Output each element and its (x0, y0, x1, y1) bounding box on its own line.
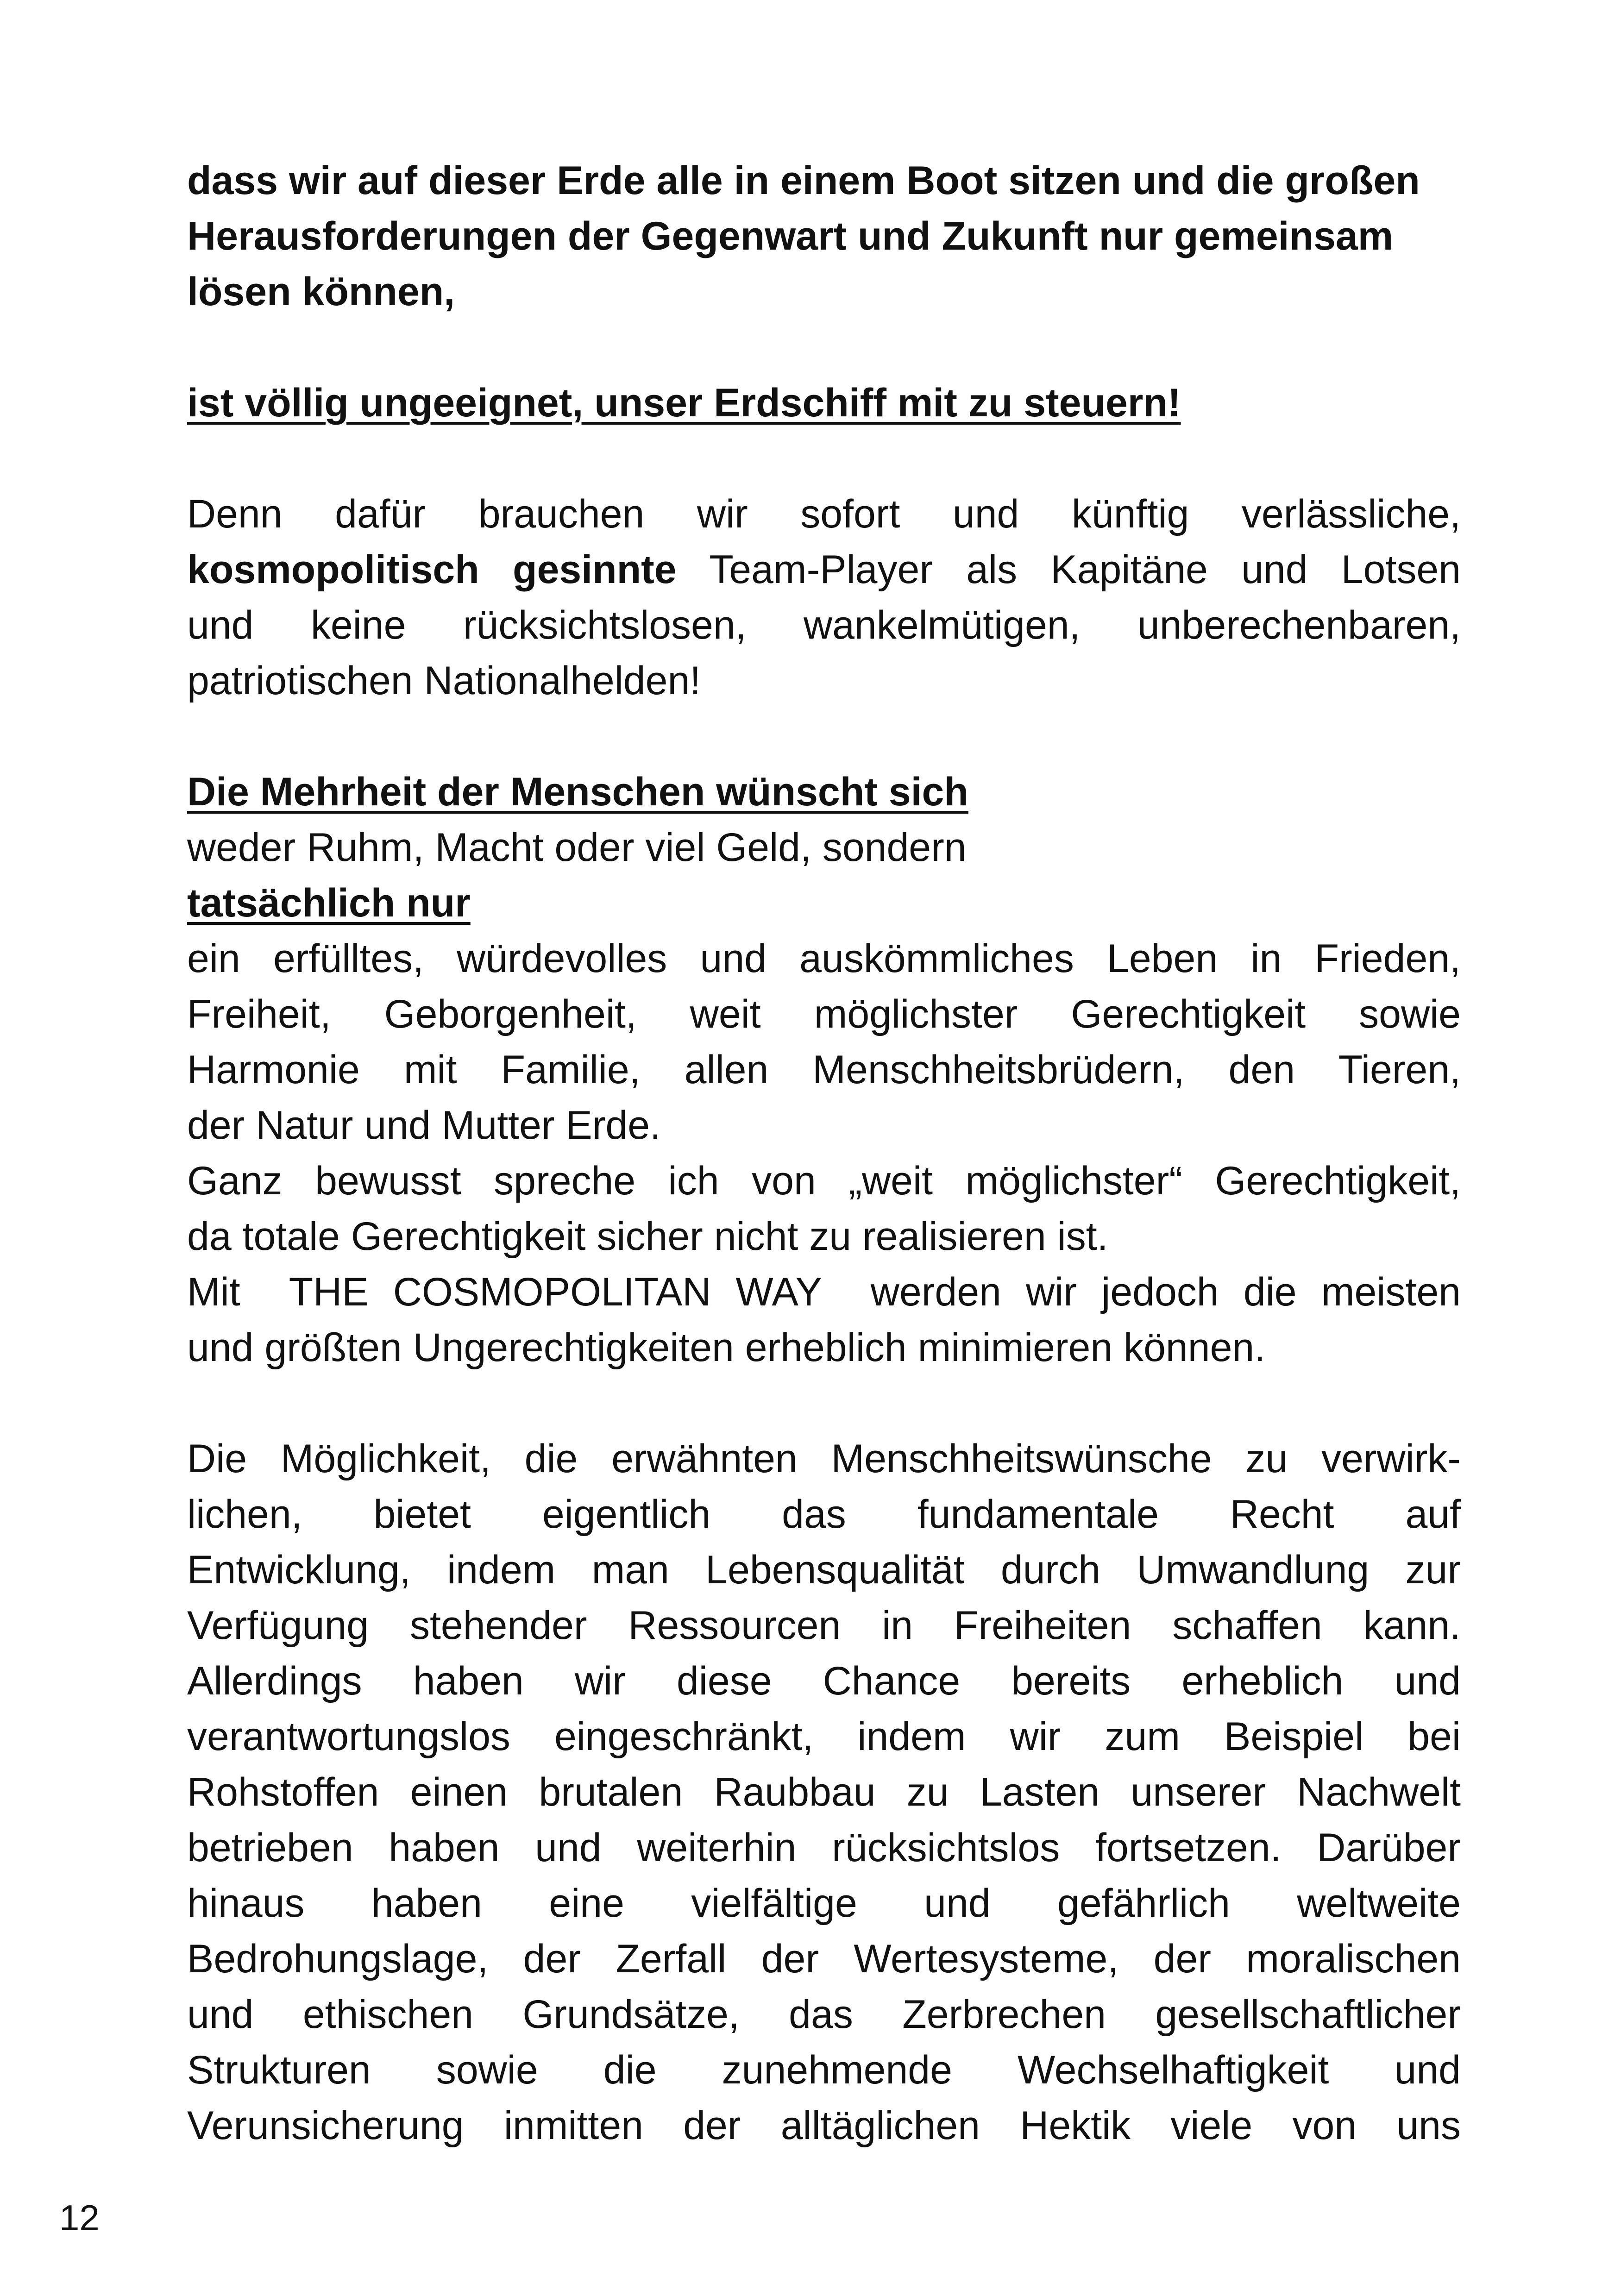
page-body (187, 153, 1461, 2153)
text-line: Mit THE COSMOPOLITAN WAY werden wir jedoch die meisten (187, 1270, 1461, 1314)
text-line: Ganz bewusst spreche ich von „weit möglichster“ Gerechtigkeit, (187, 1159, 1461, 1203)
page-number: 12 (59, 2197, 100, 2238)
text-line: Bedrohungslage, der Zerfall der Wertesysteme, der moralischen (187, 1937, 1461, 1981)
text-line: Freiheit, Geborgenheit, weit möglichster Gerechtigkeit sowie (187, 992, 1461, 1036)
emphasis-text: tatsächlich nur (187, 881, 471, 925)
intro-line: lösen können, (187, 270, 455, 314)
text-line: verantwortungslos eingeschränkt, indem wir zum Beispiel bei (187, 1714, 1461, 1759)
text-line: Entwicklung, indem man Lebensqualität durch Umwandlung zur (187, 1548, 1461, 1592)
spacer (187, 320, 1461, 375)
intro-block (187, 153, 1461, 320)
paragraph-development (187, 1431, 1461, 2153)
text-line: ein erfülltes, würdevolles und auskömmliches Leben in Frieden, (187, 936, 1461, 981)
text-line: der Natur und Mutter Erde. (187, 1103, 661, 1148)
text-span: Team-Player als Kapitäne und Lotsen (676, 547, 1461, 592)
text-line: und ethischen Grundsätze, das Zerbrechen gesellschaftlicher (187, 1992, 1461, 2037)
spacer (187, 1375, 1461, 1431)
text-line: Die Möglichkeit, die erwähnten Menschheitswünsche zu verwirk- (187, 1437, 1461, 1481)
text-line: hinaus haben eine vielfältige und gefährlich weltweite (187, 1881, 1461, 1926)
paragraph-team-players (187, 486, 1461, 709)
statement-line (187, 375, 1461, 431)
text-line: da totale Gerechtigkeit sicher nicht zu realisieren ist. (187, 1214, 1108, 1259)
spacer (187, 709, 1461, 764)
text-line: Harmonie mit Familie, allen Menschheitsbrüdern, den Tieren, (187, 1048, 1461, 1092)
text-line: Strukturen sowie die zunehmende Wechselhaftigkeit und (187, 2048, 1461, 2092)
bold-phrase: kosmopolitisch gesinnte (187, 547, 677, 592)
text-line: Verunsicherung inmitten der alltäglichen Hektik viele von uns (187, 2103, 1461, 2148)
text-line: Verfügung stehender Ressourcen in Freiheiten schaffen kann. (187, 1603, 1461, 1648)
text-line: und größten Ungerechtigkeiten erheblich minimieren können. (187, 1325, 1266, 1370)
text-line: Allerdings haben wir diese Chance bereits erheblich und (187, 1659, 1461, 1703)
emphasis-line (187, 875, 1461, 931)
spacer (187, 431, 1461, 486)
text-line: patriotischen Nationalhelden! (187, 659, 701, 703)
section-heading (187, 764, 1461, 820)
text-line (187, 542, 1461, 597)
section-heading-text: Die Mehrheit der Menschen wünscht sich (187, 770, 968, 814)
intro-line: Herausforderungen der Gegenwart und Zukunft nur gemeinsam (187, 214, 1394, 258)
text-line: Denn dafür brauchen wir sofort und künftig verlässliche, (187, 492, 1461, 536)
text-line: weder Ruhm, Macht oder viel Geld, sondern (187, 825, 967, 870)
paragraph-wishes (187, 764, 1461, 1375)
text-line: betrieben haben und weiterhin rücksichtslos fortsetzen. Darüber (187, 1826, 1461, 1870)
statement-text: ist völlig ungeeignet, unser Erdschiff mit zu steuern! (187, 381, 1181, 425)
text-line: und keine rücksichtslosen, wankelmütigen, unberechenbaren, (187, 603, 1461, 647)
intro-line: dass wir auf dieser Erde alle in einem Boot sitzen und die großen (187, 158, 1420, 203)
text-line: Rohstoffen einen brutalen Raubbau zu Lasten unserer Nachwelt (187, 1770, 1461, 1814)
text-line: lichen, bietet eigentlich das fundamentale Recht auf (187, 1492, 1461, 1537)
